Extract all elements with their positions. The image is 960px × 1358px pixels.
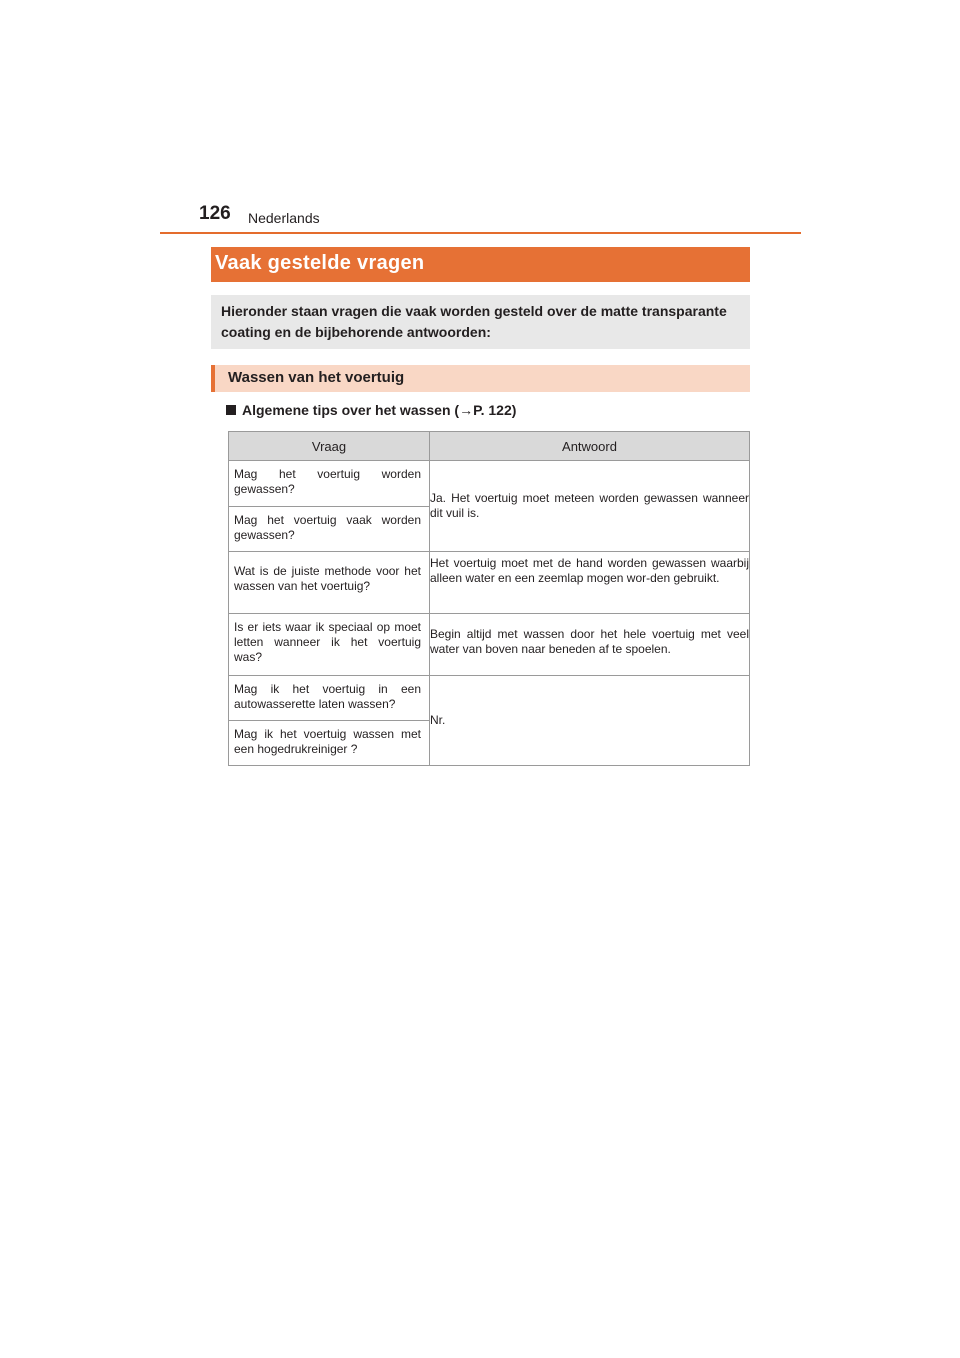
question-text: Wat is de juiste methode voor het wassen van het voertuig? <box>234 564 421 593</box>
question-cell <box>229 507 430 552</box>
square-bullet-icon <box>226 405 236 415</box>
question-text: Mag ik het voertuig in een autowasserette laten wassen? <box>234 682 421 711</box>
question-text: Mag het voertuig worden gewassen? <box>234 467 421 496</box>
question-cell <box>229 552 430 614</box>
header-divider <box>160 232 801 234</box>
table-row <box>229 676 750 721</box>
page-number: 126 <box>199 203 231 224</box>
answer-cell <box>430 614 750 676</box>
section-heading: Wassen van het voertuig <box>211 365 750 392</box>
question-cell <box>229 721 430 766</box>
answer-cell: Ja. Het voertuig moet meteen worden gewassen wanneer dit vuil is. <box>430 461 750 552</box>
question-text: Mag ik het voertuig wassen met een hogedrukreiniger ? <box>234 727 421 756</box>
table-row <box>229 552 750 614</box>
question-text: Mag het voertuig vaak worden gewassen? <box>234 513 421 542</box>
intro-text: Hieronder staan vragen die vaak worden gesteld over de matte transparante coating en de bijbehorende antwoorden: <box>211 295 750 349</box>
question-cell <box>229 676 430 721</box>
table-row <box>229 614 750 676</box>
answer-cell: Nr. <box>430 676 750 766</box>
page-language: Nederlands <box>248 210 320 226</box>
header-vraag: Vraag <box>229 432 430 461</box>
table-header-row <box>229 432 750 461</box>
subheading-text: Algemene tips over het wassen (→P. 122) <box>242 402 517 418</box>
answer-cell <box>430 552 750 614</box>
subheading <box>226 402 516 418</box>
question-cell <box>229 614 430 676</box>
page-title: Vaak gestelde vragen <box>211 247 750 282</box>
answer-text: Het voertuig moet met de hand worden gewassen waarbij alleen water en een zeemlap mogen wor-den gebruikt. <box>430 556 749 585</box>
header-antwoord: Antwoord <box>430 432 750 461</box>
answer-text: Begin altijd met wassen door het hele voertuig met veel water van boven naar beneden af te spoelen. <box>430 627 749 656</box>
question-text: Is er iets waar ik speciaal op moet letten wanneer ik het voertuig was? <box>234 620 421 664</box>
question-cell <box>229 461 430 507</box>
table-row <box>229 461 750 507</box>
faq-table <box>228 431 750 766</box>
